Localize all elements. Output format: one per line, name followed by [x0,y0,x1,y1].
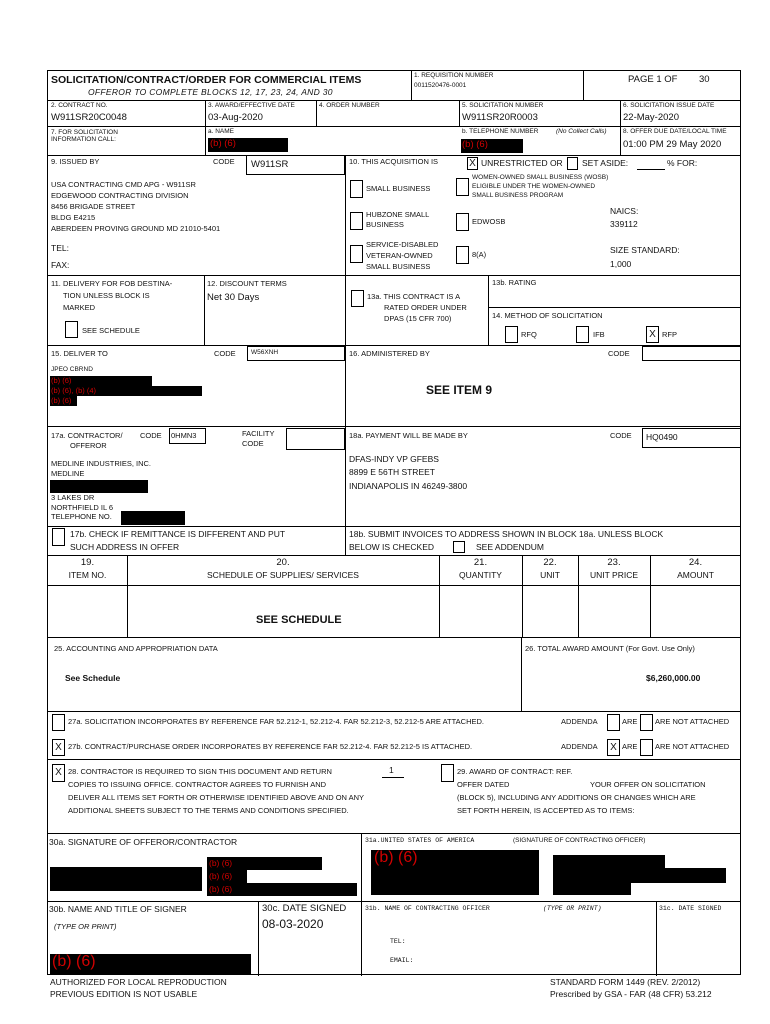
remittance-label-2: SUCH ADDRESS IN OFFER [70,542,180,552]
rfq-label: RFQ [521,330,537,339]
offer-due-label: 8. OFFER DUE DATE/LOCAL TIME [623,128,727,135]
29-line-3: (BLOCK 5), INCLUDING ANY ADDITIONS OR CHANGES WHICH ARE [457,793,696,802]
acquisition-label: 10. THIS ACQUISITION IS [349,157,439,166]
remittance-label-1: 17b. CHECK IF REMITTANCE IS DIFFERENT AND PUT [70,529,286,539]
small-business-checkbox[interactable] [350,180,363,198]
contractor-telephone-label: TELEPHONE NO. [51,512,112,521]
rfp-label: RFP [662,330,677,339]
total-award-label: 26. TOTAL AWARD AMOUNT (For Govt. Use Only) [525,644,695,653]
redaction-box [121,511,185,525]
phone-label: b. TELEPHONE NUMBER [462,128,539,135]
col-unit-num: 22. [543,557,557,568]
delivery-label-1: 11. DELIVERY FOR FOB DESTINA- [51,279,173,288]
edwosb-label: EDWOSB [472,217,506,226]
sf1449-form [47,70,741,975]
29-checkbox[interactable] [441,764,454,782]
name-label: a. NAME [208,128,235,135]
wosb-label-1: WOMEN-OWNED SMALL BUSINESS (WOSB) [472,174,609,181]
28-checkbox[interactable]: X [52,764,65,782]
remittance-checkbox[interactable] [52,528,65,546]
accounting-value: See Schedule [65,673,121,683]
method-label: 14. METHOD OF SOLICITATION [492,311,603,320]
deliver-to-label: 15. DELIVER TO [51,349,108,358]
sdvosb-label-3: SMALL BUSINESS [366,262,431,271]
invoice-label-2: BELOW IS CHECKED [349,542,435,552]
facility-label: FACILITY [242,429,275,438]
total-award-value: $6,260,000.00 [646,673,701,683]
unrestricted-checkbox[interactable]: X [467,157,478,170]
27b-are-not-checkbox[interactable] [640,739,653,756]
size-standard-value: 1,000 [610,259,632,269]
contractor-code-label: CODE [140,431,162,440]
footer-right-1: STANDARD FORM 1449 (REV. 2/2012) [550,977,701,987]
hubzone-label-2: BUSINESS [366,220,404,229]
redaction-code: (b) (6), (b) (4) [51,386,96,395]
form-title: SOLICITATION/CONTRACT/ORDER FOR COMMERCIAL ITEMS [51,74,362,86]
signer-name-label: 30b. NAME AND TITLE OF SIGNER [49,904,187,914]
27b-checkbox[interactable]: X [52,739,65,756]
28-line-2: COPIES TO ISSUING OFFICE. CONTRACTOR AGREES TO FURNISH AND [68,780,327,789]
29-line-1: 29. AWARD OF CONTRACT: REF. [457,767,573,776]
ifb-label: IFB [593,330,605,339]
27b-are-checkbox[interactable]: X [607,739,620,756]
sdvosb-label-1: SERVICE-DISABLED [366,240,439,249]
rated-order-label-2: RATED ORDER UNDER [384,303,467,312]
payment-line-2: 8899 E 56TH STREET [349,467,435,477]
issued-by-address-2: EDGEWOOD CONTRACTING DIVISION [51,191,189,200]
redaction-code: (b) (6) [209,871,233,881]
officer-name-sub: (TYPE OR PRINT) [543,905,602,912]
redaction-code: (b) (6) [51,376,72,385]
order-number-label: 4. ORDER NUMBER [319,102,380,109]
discount-terms-value: Net 30 Days [207,292,260,303]
col-quantity-label: QUANTITY [459,570,502,580]
form-subtitle: OFFEROR TO COMPLETE BLOCKS 12, 17, 23, 24, AND 30 [88,87,333,97]
issued-by-code: W911SR [251,159,289,170]
issue-date-label: 6. SOLICITATION ISSUE DATE [623,102,715,109]
payment-line-1: DFAS-INDY VP GFEBS [349,454,439,464]
col-schedule-label: SCHEDULE OF SUPPLIES/ SERVICES [207,570,359,580]
issued-by-address-3: 8456 BRIGADE STREET [51,202,136,211]
contractor-name: MEDLINE INDUSTRIES, INC. [51,459,152,468]
27a-are-not-label: ARE NOT ATTACHED [655,717,730,726]
redaction-code: (b) (6) [209,884,233,894]
see-schedule-label: SEE SCHEDULE [82,326,140,335]
29-line-2: OFFER DATED [457,780,510,789]
28-line-1: 28. CONTRACTOR IS REQUIRED TO SIGN THIS DOCUMENT AND RETURN [68,767,332,776]
col-unit-price-num: 23. [607,557,621,568]
size-standard-label: SIZE STANDARD: [610,245,680,255]
officer-name-label: 31b. NAME OF CONTRACTING OFFICER [365,905,490,912]
facility-code-label: CODE [242,439,264,448]
issue-date-value: 22-May-2020 [623,112,679,123]
27b-text: 27b. CONTRACT/PURCHASE ORDER INCORPORATES BY REFERENCE FAR 52.212-4. FAR 52.212-5 IS ATTACHED. [68,742,473,751]
redaction-code: (b) (6) [462,139,488,150]
issued-by-label: 9. ISSUED BY [51,157,100,166]
27a-addenda: ADDENDA [561,717,598,726]
redaction-box [553,883,631,895]
issued-by-tel: TEL: [51,243,69,253]
col-item-num: 19. [80,557,95,568]
naics-value: 339112 [610,219,638,229]
contractor-code: 0HMN3 [171,431,197,440]
solicitation-number-label: 5. SOLICITATION NUMBER [462,102,544,109]
invoice-label-1: 18b. SUBMIT INVOICES TO ADDRESS SHOWN IN BLOCK 18a. UNLESS BLOCK [349,529,664,539]
requisition-number: 0011520476-0001 [414,82,467,89]
ifb-checkbox[interactable] [576,326,589,343]
deliver-to-code: W56XNH [251,349,279,356]
issued-by-address-4: BLDG E4215 [51,213,96,222]
rfq-checkbox[interactable] [505,326,518,343]
addendum-checkbox[interactable] [453,541,465,553]
27a-are-label: ARE [622,717,638,726]
28-copies: 1 [389,765,394,775]
redaction-box [50,867,202,891]
27a-are-not-checkbox[interactable] [640,714,653,731]
issued-by-address-5: ABERDEEN PROVING GROUND MD 21010-5401 [51,224,221,233]
redaction-box [50,480,148,493]
page-label: PAGE 1 OF [628,74,678,85]
issued-by-fax: FAX: [51,260,70,270]
info-call-label-1: 7. FOR SOLICITATION [51,129,118,136]
contractor-name-2: MEDLINE [51,469,85,478]
usa-signature-label: (SIGNATURE OF CONTRACTING OFFICER) [513,837,646,844]
administered-by-value: SEE ITEM 9 [426,383,493,397]
sdvosb-label-2: VETERAN-OWNED [366,251,433,260]
award-date-value: 03-Aug-2020 [208,112,263,123]
set-aside-checkbox[interactable] [567,157,578,170]
redaction-box [553,868,726,883]
set-aside-label: SET ASIDE: [582,158,629,168]
footer-right-2: Prescribed by GSA - FAR (48 CFR) 53.212 [550,989,712,999]
edwosb-checkbox[interactable] [456,213,469,231]
contract-no-value: W911SR20C0048 [51,112,127,123]
hubzone-label-1: HUBZONE SMALL [366,210,430,219]
rfp-checkbox[interactable]: X [646,326,659,343]
redaction-code: (b) (6) [209,858,233,868]
contractor-address-2: NORTHFIELD IL 6 [51,503,114,512]
contractor-address-1: 3 LAKES DR [51,493,95,502]
27a-checkbox[interactable] [52,714,65,731]
redaction-code: (b) (6) [51,396,72,405]
wosb-label-2: ELIGIBLE UNDER THE WOMEN-OWNED [472,183,596,190]
sdvosb-checkbox[interactable] [350,245,363,263]
accounting-label: 25. ACCOUNTING AND APPROPRIATION DATA [54,644,218,653]
page-total: 30 [699,74,710,85]
officer-tel: TEL: [390,938,406,945]
pct-for-label: % FOR: [667,158,698,168]
col-amount-num: 24. [688,557,703,568]
col-quantity-num: 21. [473,557,488,568]
schedule-body: SEE SCHEDULE [256,614,342,626]
contractor-label: 17a. CONTRACTOR/ [51,431,123,440]
addendum-label: SEE ADDENDUM [476,542,545,552]
hubzone-checkbox[interactable] [350,212,363,230]
footer-left-1: AUTHORIZED FOR LOCAL REPRODUCTION [50,977,227,987]
offer-due-value: 01:00 PM 29 May 2020 [623,139,722,150]
unrestricted-label: UNRESTRICTED OR [481,158,563,168]
award-date-label: 3. AWARD/EFFECTIVE DATE [208,102,295,109]
deliver-to-line-1: JPEO CBRND [51,366,93,373]
officer-email: EMAIL: [390,957,414,964]
payment-code: HQ0490 [646,432,678,442]
small-business-label: SMALL BUSINESS [366,184,431,193]
col-schedule-num: 20. [276,557,290,568]
date-signed-value: 08-03-2020 [262,917,324,931]
deliver-to-code-label: CODE [214,349,236,358]
redaction-code: (b) (6) [210,138,236,149]
info-call-label-2: INFORMATION CALL: [51,136,116,143]
solicitation-number-value: W911SR20R0003 [462,112,538,123]
offeror-label: OFFEROR [70,441,107,450]
administered-code-label: CODE [608,349,630,358]
rated-order-label-3: DPAS (15 CFR 700) [384,314,452,323]
footer-left-2: PREVIOUS EDITION IS NOT USABLE [50,989,198,999]
see-schedule-checkbox[interactable] [65,321,78,338]
delivery-label-2: TION UNLESS BLOCK IS [63,291,150,300]
usa-label: 31a.UNITED STATES OF AMERICA [365,837,475,844]
naics-label: NAICS: [610,206,639,216]
phone-note: (No Collect Calls) [556,128,607,135]
29-your-offer: YOUR OFFER ON SOLICITATION [590,780,706,789]
wosb-label-3: SMALL BUSINESS PROGRAM [472,192,564,199]
requisition-label: 1. REQUISITION NUMBER [414,72,494,79]
rated-order-label-1: 13a. THIS CONTRACT IS A [367,292,461,301]
date-signed-label: 30c. DATE SIGNED [262,903,347,914]
offeror-signature-label: 30a. SIGNATURE OF OFFEROR/CONTRACTOR [49,837,238,847]
29-line-4: SET FORTH HEREIN, IS ACCEPTED AS TO ITEMS: [457,806,635,815]
27a-text: 27a. SOLICITATION INCORPORATES BY REFERENCE FAR 52.212-1, 52.212-4. FAR 52.212-3, 52.212-5 ARE ATTACHED. [68,717,484,726]
col-unit-label: UNIT [540,570,560,580]
rated-order-checkbox[interactable] [351,290,364,307]
8a-checkbox[interactable] [456,246,469,264]
28-line-3: DELIVER ALL ITEMS SET FORTH OR OTHERWISE IDENTIFIED ABOVE AND ON ANY [68,793,365,802]
rating-label: 13b. RATING [492,278,537,287]
issued-by-code-label: CODE [213,157,235,166]
signer-name-sub: (TYPE OR PRINT) [54,922,117,931]
28-line-4: ADDITIONAL SHEETS SUBJECT TO THE TERMS AND CONDITIONS SPECIFIED. [68,806,349,815]
redaction-box [553,855,665,868]
contract-no-label: 2. CONTRACT NO. [51,102,108,109]
payment-code-label: CODE [610,431,632,440]
wosb-checkbox[interactable] [456,178,469,196]
administered-by-label: 16. ADMINISTERED BY [349,349,430,358]
redaction-code: (b) (6) [52,953,96,970]
col-item-label: ITEM NO. [68,570,107,580]
payment-label: 18a. PAYMENT WILL BE MADE BY [349,431,468,440]
27a-are-checkbox[interactable] [607,714,620,731]
27b-are-not-label: ARE NOT ATTACHED [655,742,730,751]
officer-date-label: 31c. DATE SIGNED [659,905,722,912]
27b-are-label: ARE [622,742,638,751]
col-unit-price-label: UNIT PRICE [589,570,639,580]
discount-terms-label: 12. DISCOUNT TERMS [207,279,287,288]
issued-by-address-1: USA CONTRACTING CMD APG - W911SR [51,180,196,189]
col-amount-label: AMOUNT [677,570,714,580]
delivery-label-3: MARKED [63,303,96,312]
payment-line-3: INDIANAPOLIS IN 46249-3800 [349,481,468,491]
redaction-code: (b) (6) [374,849,418,866]
8a-label: 8(A) [472,250,487,259]
27b-addenda: ADDENDA [561,742,598,751]
